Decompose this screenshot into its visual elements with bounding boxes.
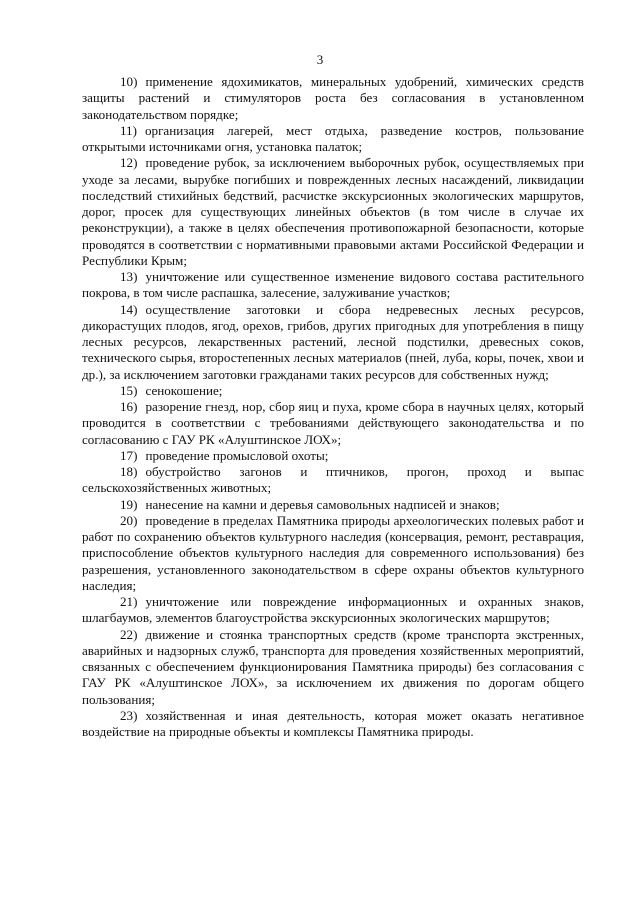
list-item (82, 594, 584, 627)
item-text: применение ядохимикатов, минеральных удобрений, химических средств защиты растений и стимуляторов роста без согласования в установленном законодательством порядке; (82, 74, 584, 122)
item-text: проведение промысловой охоты; (145, 447, 329, 463)
item-text: разорение гнезд, нор, сбор яиц и пуха, кроме сбора в научных целях, который проводится в соответствии с требованиями действующего законодательства и по согласованию с ГАУ РК «Алуштинское ЛОХ»; (82, 399, 584, 447)
list-item (82, 513, 584, 594)
list-item (82, 383, 584, 399)
item-number: 14) (120, 301, 138, 317)
list-item (82, 627, 584, 708)
item-number: 19) (120, 496, 138, 512)
item-number: 20) (120, 512, 138, 528)
item-text: осуществление заготовки и сбора недревесных лесных ресурсов, дикорастущих плодов, ягод, орехов, грибов, других пригодных для употребления в пищу лесных ресурсов, лекарственных растений, лесной подстилки, древесных соков, технического сырья, второстепенных лесных материалов (пней, луба, коры, почек, хвои и др.), за исключением заготовки гражданами таких ресурсов для собственных нужд; (82, 301, 584, 382)
list-item (82, 399, 584, 448)
prohibitions-list (82, 74, 584, 740)
list-item (82, 448, 584, 464)
item-number: 23) (120, 707, 138, 723)
item-text: организация лагерей, мест отдыха, разведение костров, пользование открытыми источниками огня, установка палаток; (82, 122, 584, 154)
item-text: нанесение на камни и деревья самовольных надписей и знаков; (145, 496, 500, 512)
list-item (82, 497, 584, 513)
item-text: проведение в пределах Памятника природы археологических полевых работ и работ по сохранению объектов культурного наследия (консервация, ремонт, реставрация, приспособление объектов культурного наследия для современного использования) без разрешения, установленного законодательством в сфере охраны объектов культурного наследия; (82, 512, 584, 593)
list-item (82, 302, 584, 383)
item-text: уничтожение или существенное изменение видового состава растительного покрова, в том числе распашка, залесение, залуживание участков; (82, 269, 584, 301)
item-number: 13) (120, 269, 138, 284)
item-number: 21) (120, 594, 138, 609)
page-number: 3 (316, 52, 324, 67)
list-item (82, 708, 584, 741)
item-number: 10) (120, 74, 138, 89)
list-item (82, 464, 584, 497)
item-number: 11) (120, 122, 137, 138)
item-number: 18) (120, 464, 138, 479)
item-number: 16) (120, 399, 138, 414)
list-item (82, 269, 584, 302)
item-text: проведение рубок, за исключением выборочных рубок, осуществляемых при уходе за лесами, вырубке погибших и поврежденных лесных насаждений, ликвидации последствий стихийных бедствий, расчистке экскурсионных экологических маршрутов, дорог, просек для существующих линейных объектов (в том числе в случае их реконструкции), а также в целях обеспечения противопожарной безопасности, которые проводятся в соответствии с нормативными правовыми актами Российской Федерации и Республики Крым; (82, 155, 584, 268)
list-item (82, 74, 584, 123)
list-item (82, 155, 584, 269)
item-text: сенокошение; (145, 382, 223, 398)
list-item (82, 123, 584, 156)
item-text: движение и стоянка транспортных средств (кроме транспорта экстренных, аварийных и надзорных служб, транспорта для проведения хозяйственных мероприятий, связанных с обеспечением функционирования Памятника природы) без согласования с ГАУ РК «Алуштинское ЛОХ», за исключением их движения по дорогам общего пользования; (82, 626, 584, 707)
item-number: 15) (120, 382, 138, 398)
item-text: хозяйственная и иная деятельность, которая может оказать негативное воздействие на природные объекты и комплексы Памятника природы. (82, 707, 584, 739)
item-text: обустройство загонов и птичников, прогон, проход и выпас сельскохозяйственных животных; (82, 464, 584, 496)
item-number: 12) (120, 155, 138, 171)
item-text: уничтожение или повреждение информационных и охранных знаков, шлагбаумов, элементов благоустройства экскурсионных экологических маршрутов; (82, 594, 584, 626)
item-number: 17) (120, 447, 138, 463)
item-number: 22) (120, 626, 138, 642)
